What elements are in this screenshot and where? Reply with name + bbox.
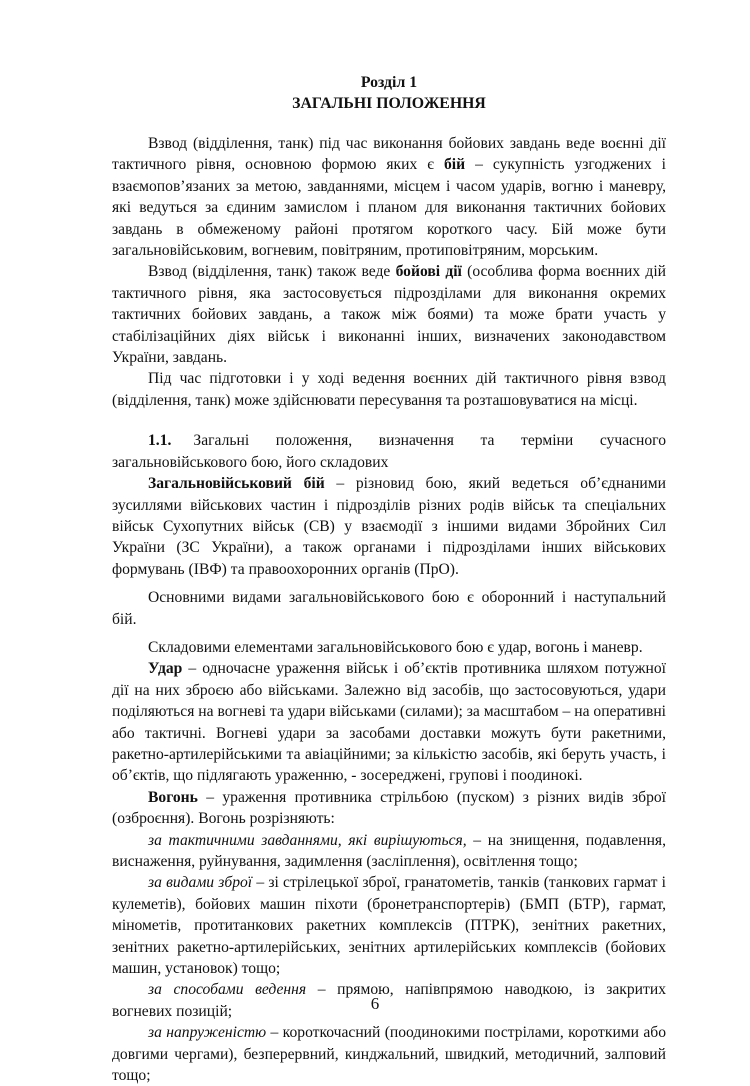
text: Взвод (відділення, танк) під час виконання бойових завдань веде воєнні дії тактичного рівня, основною формою яких є [112, 135, 666, 174]
item-term: за видами зброї [148, 874, 253, 892]
item-term: за напруженістю [148, 1024, 267, 1042]
paragraph-battle-definition [112, 133, 666, 261]
text: – ураження противника стрільбою (пуском) з різних видів зброї (озброєння). Вогонь розрізняють: [112, 788, 666, 828]
paragraph-fire [112, 787, 666, 830]
text: Взвод (відділення, танк) також веде [148, 263, 396, 281]
list-item [112, 830, 666, 873]
list-item [112, 1022, 666, 1086]
chapter-label: Розділ 1 [360, 74, 418, 91]
text: – сукупність узгоджених і взаємопов’язаних за метою, завданнями, місцем і часом ударів, вогню і маневру, які ведуться за єдиним замислом і планом для виконання тактичних бойових завдань в обмеженому районі протягом короткого часу. Бій може бути загальновійськовим, вогневим, повітряним, протиповітряним, морським. [112, 156, 667, 260]
text: (особлива форма воєнних дій тактичного рівня, яка застосовується підрозділами для виконання окремих тактичних бойових завдань, а також між боями) та може брати участь у стабілізаційних діях військ і виконанні інших, визначених законодавством України, завдань. [112, 263, 666, 367]
chapter-title: ЗАГАЛЬНІ ПОЛОЖЕННЯ [292, 95, 486, 112]
item-term: за способами ведення [148, 981, 307, 999]
section-heading [112, 430, 666, 473]
paragraph-strike [112, 658, 666, 786]
term-battle: бій [443, 156, 466, 174]
text: – одночасне ураження військ і об’єктів противника шляхом потужної дії на них зброєю або військами. Залежно від засобів, що застосовуються, удари поділяються на вогневі та удари військами (силами); за масштабом – на оперативні або тактичні. Вогневі удари за засобами доставки можуть бути ракетними, ракетно-артилерійськими та авіаційними; за кількістю засобів, які беруть участь, і об’єктів, що підлягають ураженню, - зосереджені, групові і поодинокі. [112, 660, 666, 785]
item-text: – на знищення, подавлення, виснаження, руйнування, задимлення (засліплення), освітлення тощо; [112, 831, 666, 870]
item-text: – прямою, напівпрямою наводкою, із закритих вогневих позицій; [112, 981, 666, 1020]
paragraph-combined-arms [112, 473, 666, 580]
page-number: 6 [370, 994, 380, 1013]
item-term: за тактичними завданнями, які вирішуються, [148, 831, 467, 849]
list-item [112, 872, 666, 979]
item-text: – короткочасний (поодинокими пострілами, короткими або довгими чергами), безперервний, кинджальний, швидкий, методичний, залповий тощо; [112, 1024, 667, 1085]
paragraph-battle-types: Основними видами загальновійськового бою є оборонний і наступальний бій. [112, 589, 666, 628]
section-number: 1.1. [148, 432, 172, 450]
paragraph-combat-actions [112, 261, 666, 368]
term-fire: Вогонь [148, 788, 198, 806]
section-title: Загальні положення, визначення та терміни сучасного загальновійськового бою, його складових [112, 432, 666, 471]
item-text: – зі стрілецької зброї, гранатометів, танків (танкових гармат і кулеметів), бойових машин піхоти (бронетранспортерів) (БМП (БТР), гармат, мінометів, протитанкових ракетних комплексів (ПТРК), зенітних ракетних, зенітних ракетно-артилерійських, зенітних артилерійських комплексів (бойових машин, установок) тощо; [112, 874, 666, 978]
paragraph-battle-elements: Складовими елементами загальновійськового бою є удар, вогонь і маневр. [148, 638, 643, 656]
paragraph-movement: Під час підготовки і у ході ведення воєнних дій тактичного рівня взвод (відділення, танк) може здійснювати пересування та розташовуватися на місці. [112, 370, 666, 409]
text: – різновид бою, який ведеться об’єднаними зусиллями військових частин і підрозділів різних родів військ та спеціальних військ Сухопутних військ (СВ) у взаємодії з іншими видами Збройних Сил України (ЗС України), а також органами і підрозділами інших військових формувань (ІВФ) та правоохоронних органів (ПрО). [112, 475, 666, 578]
term-strike: Удар [148, 660, 183, 678]
term-combat-actions: бойові дії [395, 263, 462, 281]
page-content [112, 72, 666, 1086]
term-combined-arms-battle: Загальновійськовий бій [148, 475, 325, 493]
